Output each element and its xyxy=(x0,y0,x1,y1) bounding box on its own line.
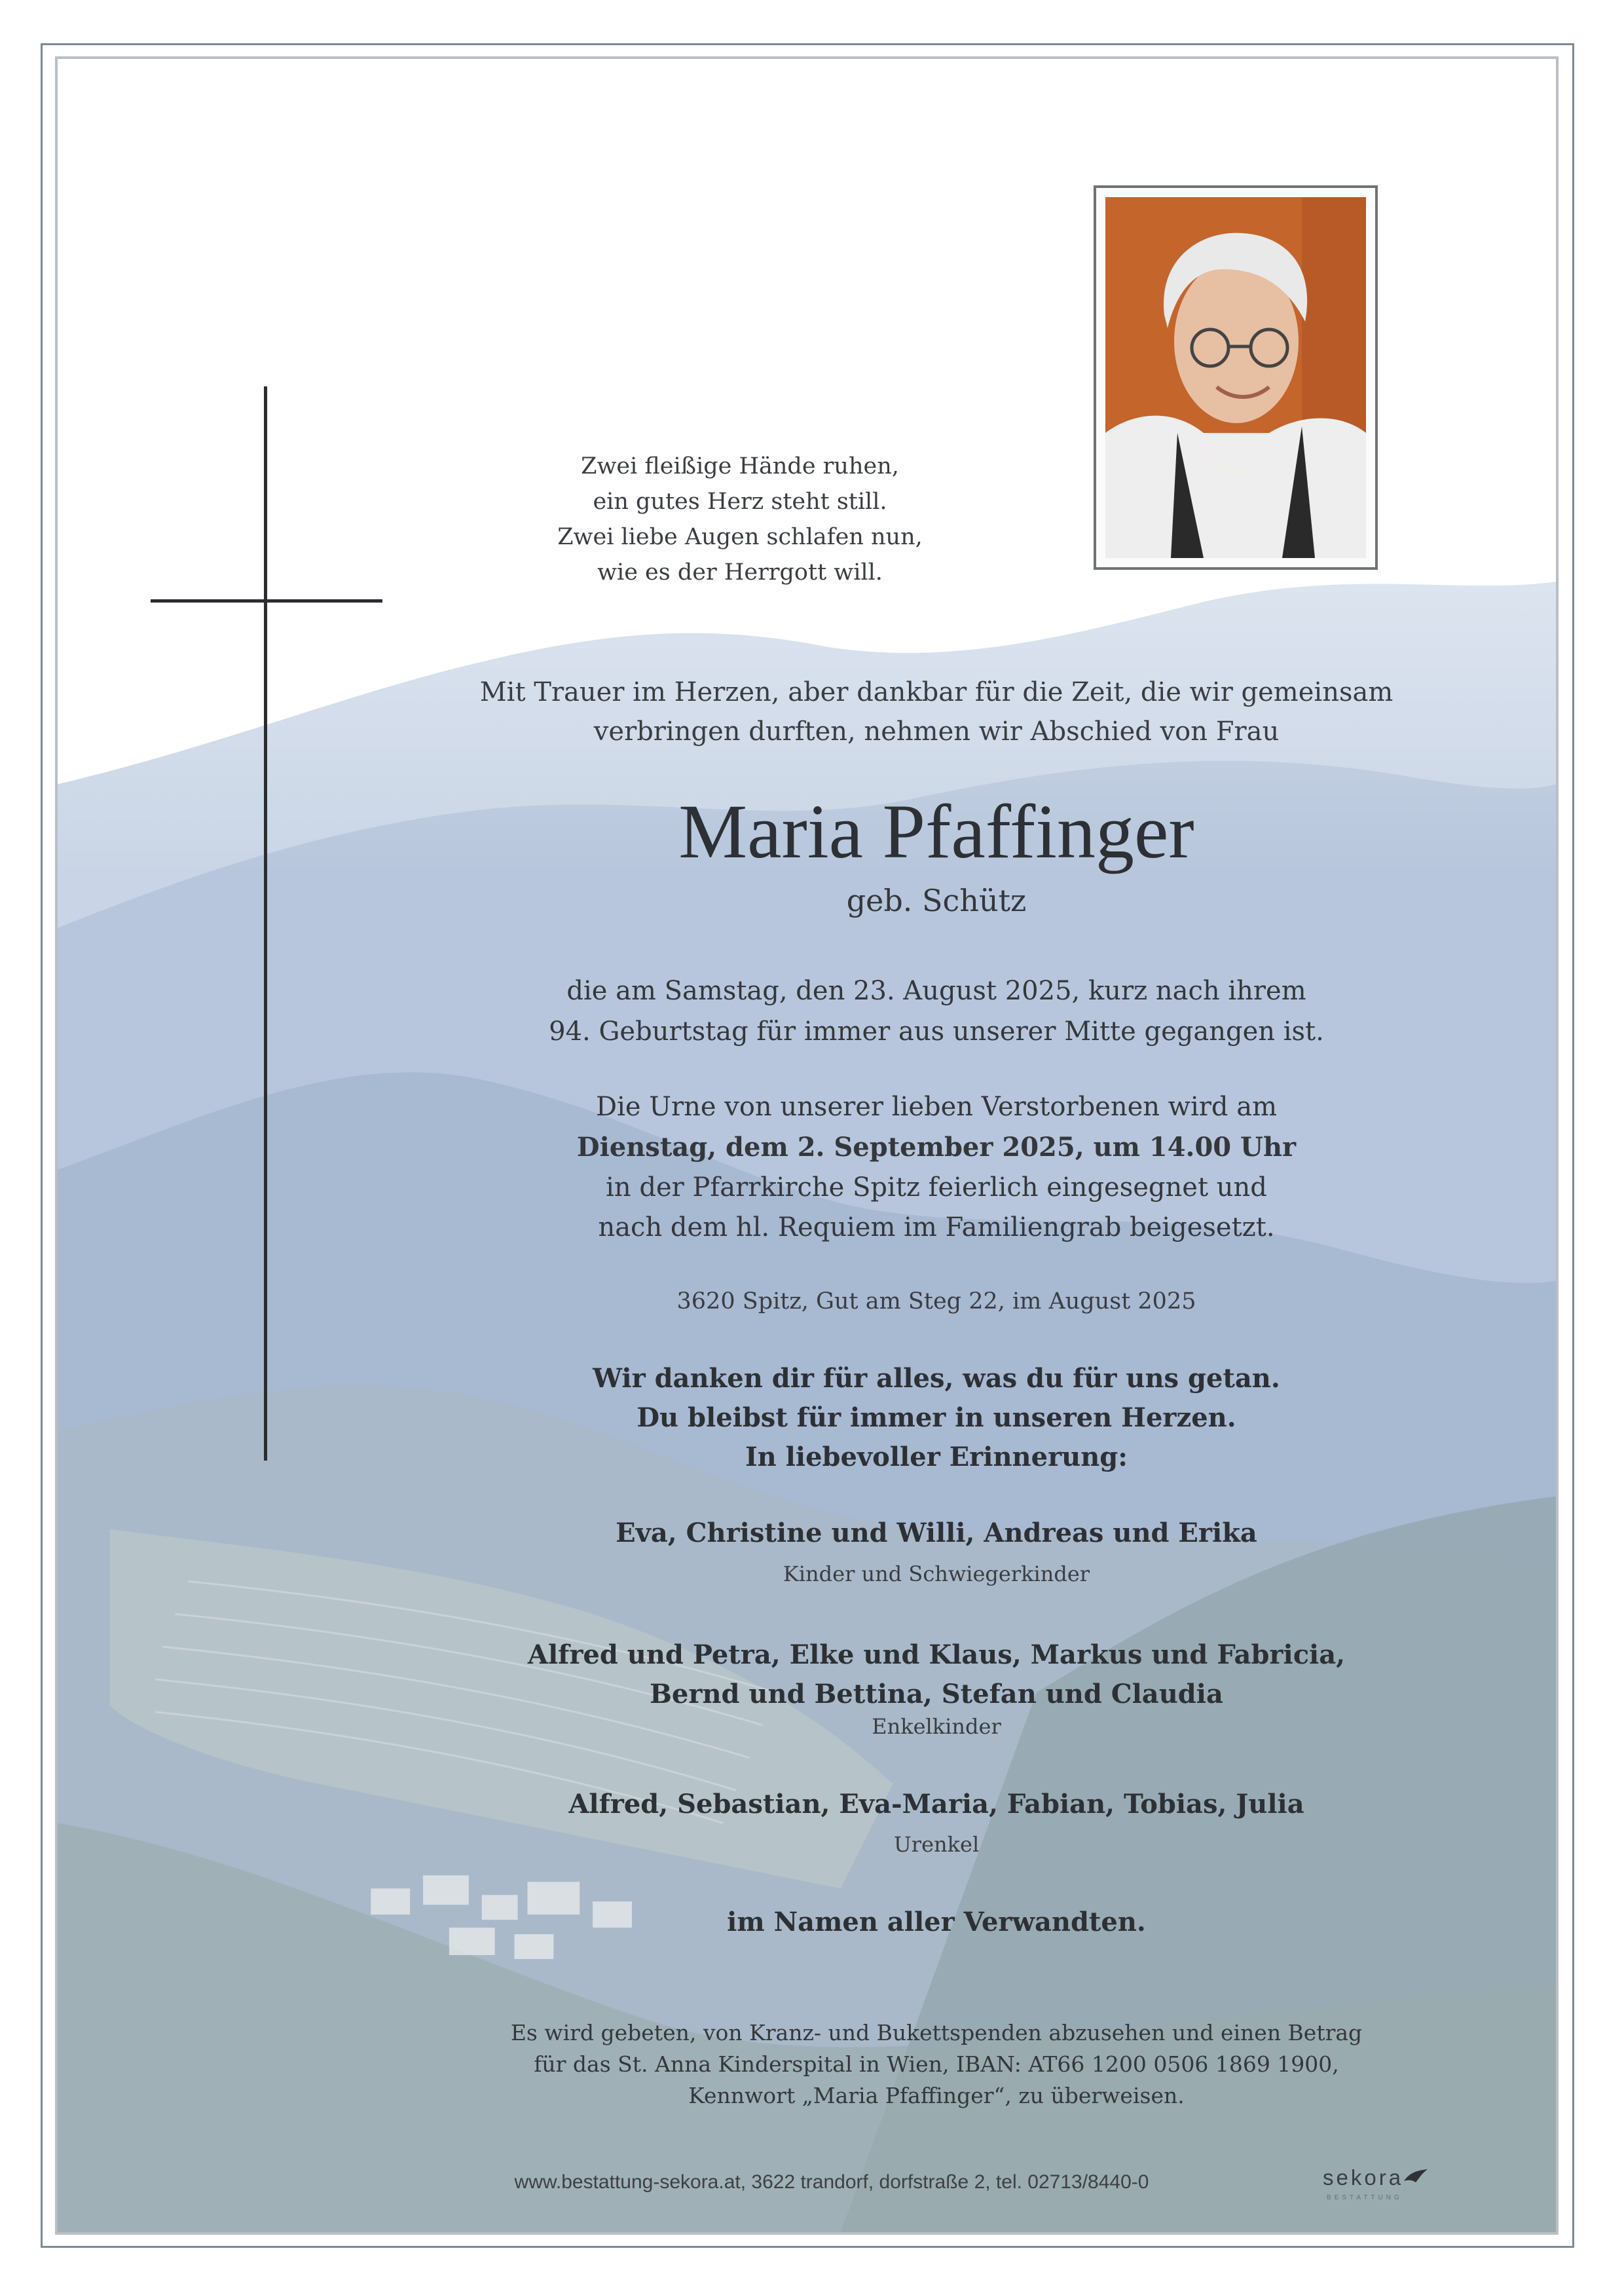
cross-icon xyxy=(264,386,267,1461)
bird-icon xyxy=(1403,2168,1429,2185)
footer-contact: www.bestattung-sekora.at, 3622 trandorf, dorfstraße 2, tel. 02713/8440-0 xyxy=(514,2171,1149,2193)
family-grandchildren-role: Enkelkinder xyxy=(872,1714,1001,1739)
family-greatgrandchildren-names: Alfred, Sebastian, Eva-Maria, Fabian, Tobias, Julia xyxy=(568,1789,1304,1819)
urn-line: nach dem hl. Requiem im Familiengrab beigesetzt. xyxy=(598,1212,1275,1242)
poem-line: Zwei fleißige Hände ruhen, xyxy=(581,453,899,479)
service-date xyxy=(471,1127,1401,1168)
cross-icon-bar xyxy=(151,599,382,603)
intro-line: verbringen durften, nehmen wir Abschied von Frau xyxy=(593,717,1280,747)
thanks-line: Du bleibst für immer in unseren Herzen. xyxy=(637,1402,1236,1433)
thanks-text xyxy=(471,1359,1401,1477)
urn-line: Die Urne von unserer lieben Verstorbenen wird am xyxy=(596,1092,1277,1122)
portrait-image xyxy=(1105,197,1366,558)
donation-line: für das St. Anna Kinderspital in Wien, IBAN: AT66 1200 0506 1869 1900, xyxy=(534,2051,1339,2077)
intro-text xyxy=(471,673,1401,751)
family-greatgrandchildren-role: Urenkel xyxy=(893,1832,980,1857)
poem-line: ein gutes Herz steht still. xyxy=(593,489,887,515)
family-children-role: Kinder und Schwiegerkinder xyxy=(783,1561,1090,1586)
thanks-line: In liebevoller Erinnerung: xyxy=(745,1442,1128,1472)
family-names-line: Alfred und Petra, Elke und Klaus, Markus und Fabricia, xyxy=(527,1639,1346,1670)
urn-burial-notice xyxy=(471,1087,1401,1248)
thanks-line: Wir danken dir für alles, was du für uns getan. xyxy=(593,1363,1280,1394)
donation-line: Es wird gebeten, von Kranz- und Bukettspenden abzusehen und einen Betrag xyxy=(510,2020,1363,2045)
deceased-name: Maria Pfaffinger xyxy=(678,789,1194,874)
poem xyxy=(471,449,1008,590)
family-names-line: Bernd und Bettina, Stefan und Claudia xyxy=(650,1679,1223,1709)
poem-line: wie es der Herrgott will. xyxy=(597,559,883,586)
logo-sub: BESTATTUNG xyxy=(1327,2194,1403,2201)
logo-name: sekora xyxy=(1323,2165,1404,2190)
urn-line: in der Pfarrkirche Spitz feierlich eingesegnet und xyxy=(606,1172,1267,1203)
relatives-line: im Namen aller Verwandten. xyxy=(727,1907,1146,1937)
sekora-logo xyxy=(1323,2165,1434,2211)
poem-line: Zwei liebe Augen schlafen nun, xyxy=(557,524,923,550)
intro-line: Mit Trauer im Herzen, aber dankbar für die Zeit, die wir gemeinsam xyxy=(479,677,1393,707)
address-line: 3620 Spitz, Gut am Steg 22, im August 2025 xyxy=(676,1288,1196,1315)
death-line: die am Samstag, den 23. August 2025, kurz nach ihrem xyxy=(566,976,1306,1006)
family-grandchildren-names xyxy=(471,1635,1401,1714)
death-notice xyxy=(471,971,1401,1052)
donation-line: Kennwort „Maria Pfaffinger“, zu überweisen. xyxy=(688,2083,1185,2108)
death-line: 94. Geburtstag für immer aus unserer Mitte gegangen ist. xyxy=(549,1017,1324,1047)
portrait-photo xyxy=(1094,185,1378,570)
family-children-names: Eva, Christine und Willi, Andreas und Erika xyxy=(616,1518,1257,1548)
donation-note xyxy=(471,2017,1401,2112)
maiden-name: geb. Schütz xyxy=(846,883,1027,918)
service-date-text: Dienstag, dem 2. September 2025, um 14.00 Uhr xyxy=(576,1132,1297,1163)
